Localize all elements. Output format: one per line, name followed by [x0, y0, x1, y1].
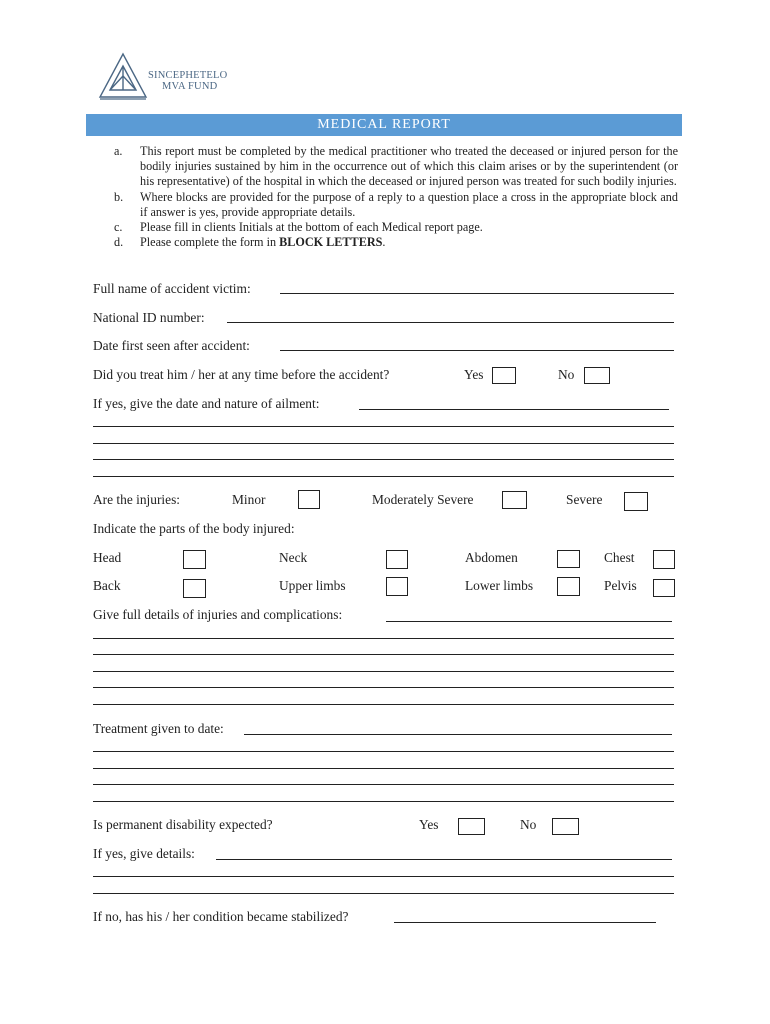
treated-before-label: Did you treat him / her at any time before the accident?: [93, 367, 390, 382]
instruction-text: Where blocks are provided for the purpose of a reply to a question place a cross in the appropriate block and if answer is yes, provide appropriate details.: [140, 189, 678, 219]
instruction-text-pre: Please complete the form in: [140, 235, 280, 250]
injuries-severity-label: Are the injuries:: [93, 492, 181, 507]
permanent-disability-no-label: No: [520, 817, 537, 832]
treatment-field-line[interactable]: [93, 751, 674, 752]
permanent-disability-no-checkbox[interactable]: [552, 818, 579, 835]
permanent-disability-label: Is permanent disability expected?: [93, 817, 273, 832]
injury-details-label: Give full details of injuries and complications:: [93, 607, 343, 622]
instruction-marker: b.: [114, 189, 124, 204]
treatment-label: Treatment given to date:: [93, 721, 224, 736]
body-part-abdomen-label: Abdomen: [465, 550, 518, 565]
disability-details-field-line[interactable]: [93, 893, 674, 894]
date-first-seen-label: Date first seen after accident:: [93, 338, 250, 353]
body-part-neck-checkbox[interactable]: [386, 550, 408, 569]
logo-line-2: MVA FUND: [162, 81, 218, 92]
treated-before-no-checkbox[interactable]: [584, 367, 610, 384]
stabilized-label: If no, has his / her condition became stabilized?: [93, 909, 349, 924]
body-part-upper-limbs-label: Upper limbs: [279, 578, 346, 593]
instruction-b: [94, 190, 678, 220]
instruction-marker: d.: [114, 235, 124, 250]
ailment-field-line[interactable]: [93, 443, 674, 444]
body-part-chest-checkbox[interactable]: [653, 550, 675, 569]
severity-minor-checkbox[interactable]: [298, 490, 320, 509]
ailment-label: If yes, give the date and nature of ailment:: [93, 396, 320, 411]
ailment-field-line[interactable]: [93, 426, 674, 427]
body-part-lower-limbs-checkbox[interactable]: [557, 577, 580, 596]
disability-details-label: If yes, give details:: [93, 846, 195, 861]
full-name-field[interactable]: [280, 293, 674, 294]
ailment-field-line[interactable]: [93, 459, 674, 460]
treatment-field-line[interactable]: [93, 768, 674, 769]
instruction-text: [140, 235, 678, 250]
permanent-disability-yes-label: Yes: [419, 817, 439, 832]
ailment-field[interactable]: [359, 409, 669, 410]
injury-details-field-line[interactable]: [93, 671, 674, 672]
treatment-field[interactable]: [244, 734, 672, 735]
body-part-neck-label: Neck: [279, 550, 308, 565]
instruction-text: This report must be completed by the medical practitioner who treated the deceased or injured person for the bodily injuries sustained by him in the occurrence out of which this claim arises or by the superintendent (or his representative) of the hospital in which the deceased or injured person was treated for such bodily injuries.: [140, 144, 678, 189]
instruction-marker: a.: [114, 144, 123, 158]
instruction-a: [94, 144, 678, 190]
treatment-field-line[interactable]: [93, 784, 674, 785]
instruction-text-bold: BLOCK LETTERS: [279, 235, 383, 250]
permanent-disability-yes-checkbox[interactable]: [458, 818, 485, 835]
instructions-list: [94, 144, 678, 250]
treated-before-yes-checkbox[interactable]: [492, 367, 516, 384]
logo-text: [148, 70, 227, 92]
severity-severe-checkbox[interactable]: [624, 492, 648, 511]
severity-moderate-label: Moderately Severe: [372, 492, 474, 507]
instruction-c: [94, 220, 678, 235]
national-id-label: National ID number:: [93, 310, 205, 325]
instruction-text: Please fill in clients Initials at the bottom of each Medical report page.: [140, 220, 483, 235]
disability-details-field[interactable]: [216, 859, 672, 860]
severity-minor-label: Minor: [232, 492, 266, 507]
body-part-back-label: Back: [93, 578, 121, 593]
stabilized-field[interactable]: [394, 922, 656, 923]
body-part-back-checkbox[interactable]: [183, 579, 206, 598]
ailment-field-line[interactable]: [93, 476, 674, 477]
injury-details-field-line[interactable]: [93, 638, 674, 639]
form-title-banner: MEDICAL REPORT: [86, 114, 682, 136]
body-parts-label: Indicate the parts of the body injured:: [93, 521, 295, 536]
instruction-d: [94, 235, 678, 250]
injury-details-field[interactable]: [386, 621, 672, 622]
treated-before-yes-label: Yes: [464, 367, 484, 382]
injury-details-field-line[interactable]: [93, 687, 674, 688]
instruction-text-post: .: [382, 235, 386, 250]
national-id-field[interactable]: [227, 322, 674, 323]
body-part-head-checkbox[interactable]: [183, 550, 206, 569]
treated-before-no-label: No: [558, 367, 575, 382]
instruction-marker: c.: [114, 220, 123, 235]
severity-severe-label: Severe: [566, 492, 603, 507]
body-part-pelvis-checkbox[interactable]: [653, 579, 675, 597]
severity-moderate-checkbox[interactable]: [502, 491, 527, 509]
body-part-pelvis-label: Pelvis: [604, 578, 637, 593]
injury-details-field-line[interactable]: [93, 704, 674, 705]
disability-details-field-line[interactable]: [93, 876, 674, 877]
date-first-seen-field[interactable]: [280, 350, 674, 351]
body-part-head-label: Head: [93, 550, 122, 565]
injury-details-field-line[interactable]: [93, 654, 674, 655]
treatment-field-line[interactable]: [93, 801, 674, 802]
body-part-lower-limbs-label: Lower limbs: [465, 578, 534, 593]
full-name-label: Full name of accident victim:: [93, 281, 251, 296]
body-part-chest-label: Chest: [604, 550, 635, 565]
body-part-abdomen-checkbox[interactable]: [557, 550, 580, 568]
logo-line-1: SINCEPHETELO: [148, 70, 228, 81]
body-part-upper-limbs-checkbox[interactable]: [386, 577, 408, 596]
